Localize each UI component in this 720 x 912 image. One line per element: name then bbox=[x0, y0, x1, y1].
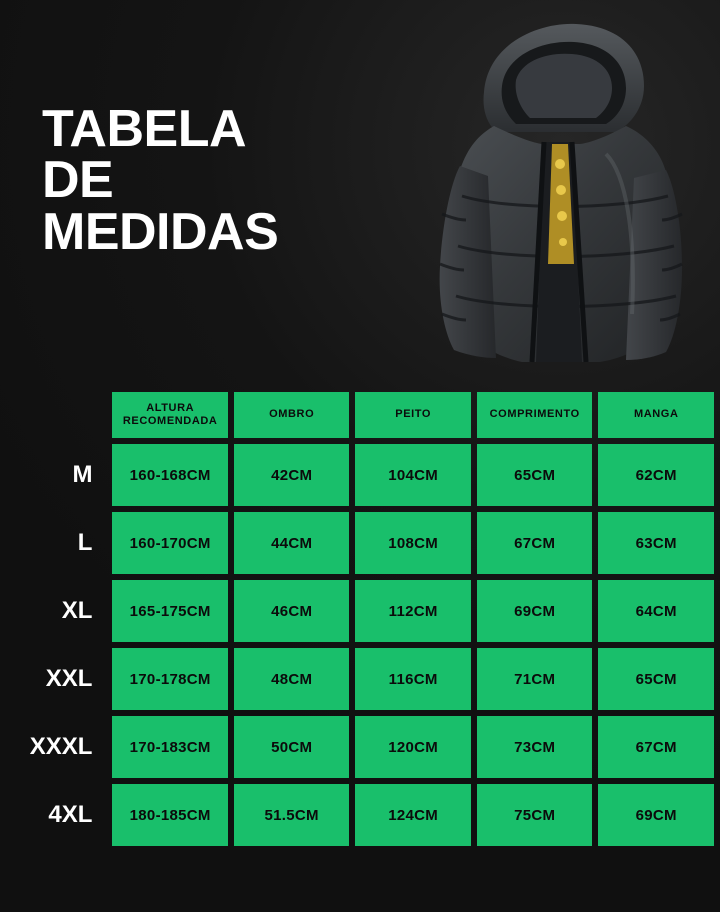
table-row bbox=[6, 716, 714, 778]
cell-altura: 170-183CM bbox=[112, 716, 228, 778]
cell-manga: 65CM bbox=[598, 648, 714, 710]
cell-ombro: 46CM bbox=[234, 580, 350, 642]
page-title bbox=[42, 100, 422, 261]
cell-comprimento: 69CM bbox=[477, 580, 593, 642]
cell-altura: 170-178CM bbox=[112, 648, 228, 710]
cell-peito: 120CM bbox=[355, 716, 471, 778]
page-title-line-2: DE bbox=[42, 151, 114, 210]
row-size-label: XXL bbox=[45, 665, 93, 692]
cell-ombro: 48CM bbox=[234, 648, 350, 710]
measurements-table-container bbox=[0, 386, 720, 852]
row-size-label: XXXL bbox=[29, 733, 93, 760]
table-row bbox=[6, 444, 714, 506]
cell-altura: 160-168CM bbox=[112, 444, 228, 506]
column-header-manga: MANGA bbox=[598, 392, 714, 438]
table-row bbox=[6, 580, 714, 642]
table-row bbox=[6, 784, 714, 846]
table-corner-cell bbox=[6, 392, 106, 438]
column-header-peito: PEITO bbox=[355, 392, 471, 438]
cell-ombro: 44CM bbox=[234, 512, 350, 574]
row-size-label: M bbox=[72, 461, 93, 488]
cell-comprimento: 71CM bbox=[477, 648, 593, 710]
cell-altura: 180-185CM bbox=[112, 784, 228, 846]
column-header-ombro: OMBRO bbox=[234, 392, 350, 438]
cell-manga: 63CM bbox=[598, 512, 714, 574]
page-title-line-3: MEDIDAS bbox=[42, 202, 279, 261]
cell-manga: 67CM bbox=[598, 716, 714, 778]
measurements-table bbox=[0, 386, 720, 852]
page-title-line-1: TABELA bbox=[42, 100, 247, 158]
row-size-label: XL bbox=[61, 597, 93, 624]
product-image-puffer-jacket bbox=[376, 14, 696, 374]
cell-manga: 69CM bbox=[598, 784, 714, 846]
cell-altura: 160-170CM bbox=[112, 512, 228, 574]
row-size-label: L bbox=[77, 529, 93, 556]
cell-comprimento: 73CM bbox=[477, 716, 593, 778]
cell-comprimento: 75CM bbox=[477, 784, 593, 846]
cell-peito: 108CM bbox=[355, 512, 471, 574]
cell-peito: 104CM bbox=[355, 444, 471, 506]
jacket-illustration-icon bbox=[376, 14, 696, 374]
cell-peito: 112CM bbox=[355, 580, 471, 642]
cell-ombro: 42CM bbox=[234, 444, 350, 506]
column-header-comprimento: COMPRIMENTO bbox=[477, 392, 593, 438]
cell-comprimento: 67CM bbox=[477, 512, 593, 574]
cell-ombro: 51.5CM bbox=[234, 784, 350, 846]
cell-peito: 116CM bbox=[355, 648, 471, 710]
cell-ombro: 50CM bbox=[234, 716, 350, 778]
cell-manga: 64CM bbox=[598, 580, 714, 642]
cell-manga: 62CM bbox=[598, 444, 714, 506]
cell-comprimento: 65CM bbox=[477, 444, 593, 506]
column-header-altura: ALTURA RECOMENDADA bbox=[112, 392, 228, 438]
cell-altura: 165-175CM bbox=[112, 580, 228, 642]
table-header-row bbox=[6, 392, 714, 438]
table-row bbox=[6, 648, 714, 710]
row-size-label: 4XL bbox=[48, 801, 93, 828]
table-row bbox=[6, 512, 714, 574]
cell-peito: 124CM bbox=[355, 784, 471, 846]
